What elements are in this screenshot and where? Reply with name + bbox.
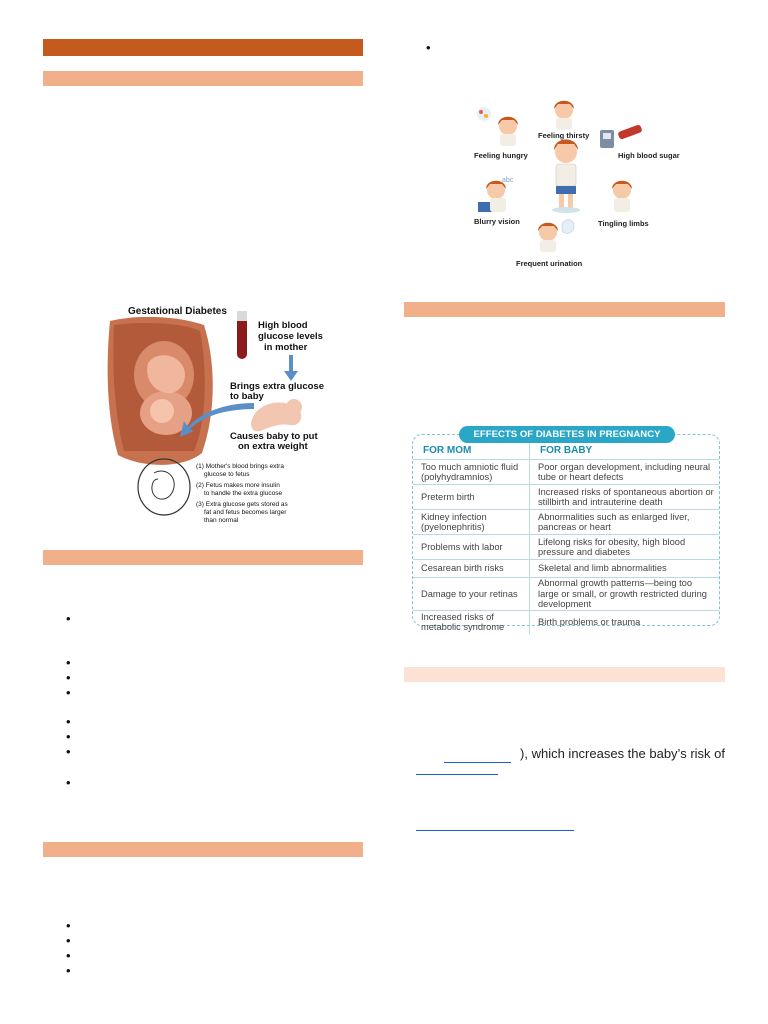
figure-title: Gestational Diabetes [128,306,227,317]
section-header-bar [43,39,363,56]
table-row [413,485,719,510]
column-header-baby: FOR BABY [530,439,720,460]
list-bullet: • [66,611,71,626]
paragraph-text: ), which increases the baby’s risk of [520,746,725,761]
effects-table [413,439,719,634]
label-high-blood-sugar: High blood sugar [618,151,680,160]
label-tingling-limbs: Tingling limbs [598,219,649,228]
list-bullet: • [66,744,71,759]
column-header-mom: FOR MOM [413,439,530,460]
table-row [413,460,719,485]
mom-effect: Cesarean birth risks [413,560,530,578]
effects-table-title: EFFECTS OF DIABETES IN PREGNANCY [459,426,675,443]
paragraph-link[interactable] [416,830,574,831]
subsection-header-bar [43,550,363,565]
baby-effect: Increased risks of spontaneous abortion or stillbirth and intrauterine death [530,485,720,510]
subsection-header-bar [404,302,725,317]
baby-effect: Lifelong risks for obesity, high blood pressure and diabetes [530,535,720,560]
abc-text: abc [502,177,514,184]
list-bullet: • [66,670,71,685]
paragraph-link[interactable] [416,774,498,775]
baby-effect: Skeletal and limb abnormalities [530,560,720,578]
label-extra-weight: Causes baby to put on extra weight [230,431,318,452]
symptoms-figure [470,98,680,270]
subsection-header-bar [404,667,725,682]
label-feeling-hungry: Feeling hungry [474,151,528,160]
table-row [413,560,719,578]
list-bullet: • [426,40,431,55]
baby-effect: Birth problems or trauma [538,617,641,627]
list-bullet: • [66,948,71,963]
table-row [413,610,719,634]
paragraph-link[interactable] [444,762,511,763]
label-high-glucose: High blood glucose levels in mother [258,320,323,353]
list-bullet: • [66,775,71,790]
list-bullet: • [66,918,71,933]
list-bullet: • [66,655,71,670]
list-bullet: • [66,933,71,948]
baby-effect: Poor organ development, including neural tube or heart defects [530,460,720,485]
mom-effect: Increased risks of metabolic syndrome [413,610,530,634]
table-row [413,578,719,611]
table-row [413,535,719,560]
mom-effect: Damage to your retinas [413,578,530,611]
label-frequent-urination: Frequent urination [516,259,583,268]
list-bullet: • [66,963,71,978]
mom-effect: Too much amniotic fluid (polyhydramnios) [413,460,530,485]
list-bullet: • [66,685,71,700]
table-row [413,510,719,535]
list-bullet: • [66,714,71,729]
label-blurry-vision: Blurry vision [474,217,520,226]
label-extra-glucose: Brings extra glucose to baby [230,381,324,402]
effects-table-card [412,429,720,633]
list-bullet: • [66,729,71,744]
mom-effect: Problems with labor [413,535,530,560]
baby-effect: Abnormalities such as enlarged liver, pancreas or heart [530,510,720,535]
label-feeling-thirsty: Feeling thirsty [538,131,590,140]
figure-steps: (1) Mother's blood brings extra glucose to fetus (2) Fetus makes more insulin to handle the extra glucose (3) Extra glucose gets stored as fat and fetus becomes larger than normal [196,463,288,524]
mom-effect: Kidney infection (pyelonephritis) [413,510,530,535]
mom-effect: Preterm birth [413,485,530,510]
gestational-diabetes-figure [104,303,324,524]
subsection-header-bar [43,71,363,86]
baby-effect: Abnormal growth patterns—being too large or small, or growth restricted during development [530,578,720,611]
subsection-header-bar [43,842,363,857]
